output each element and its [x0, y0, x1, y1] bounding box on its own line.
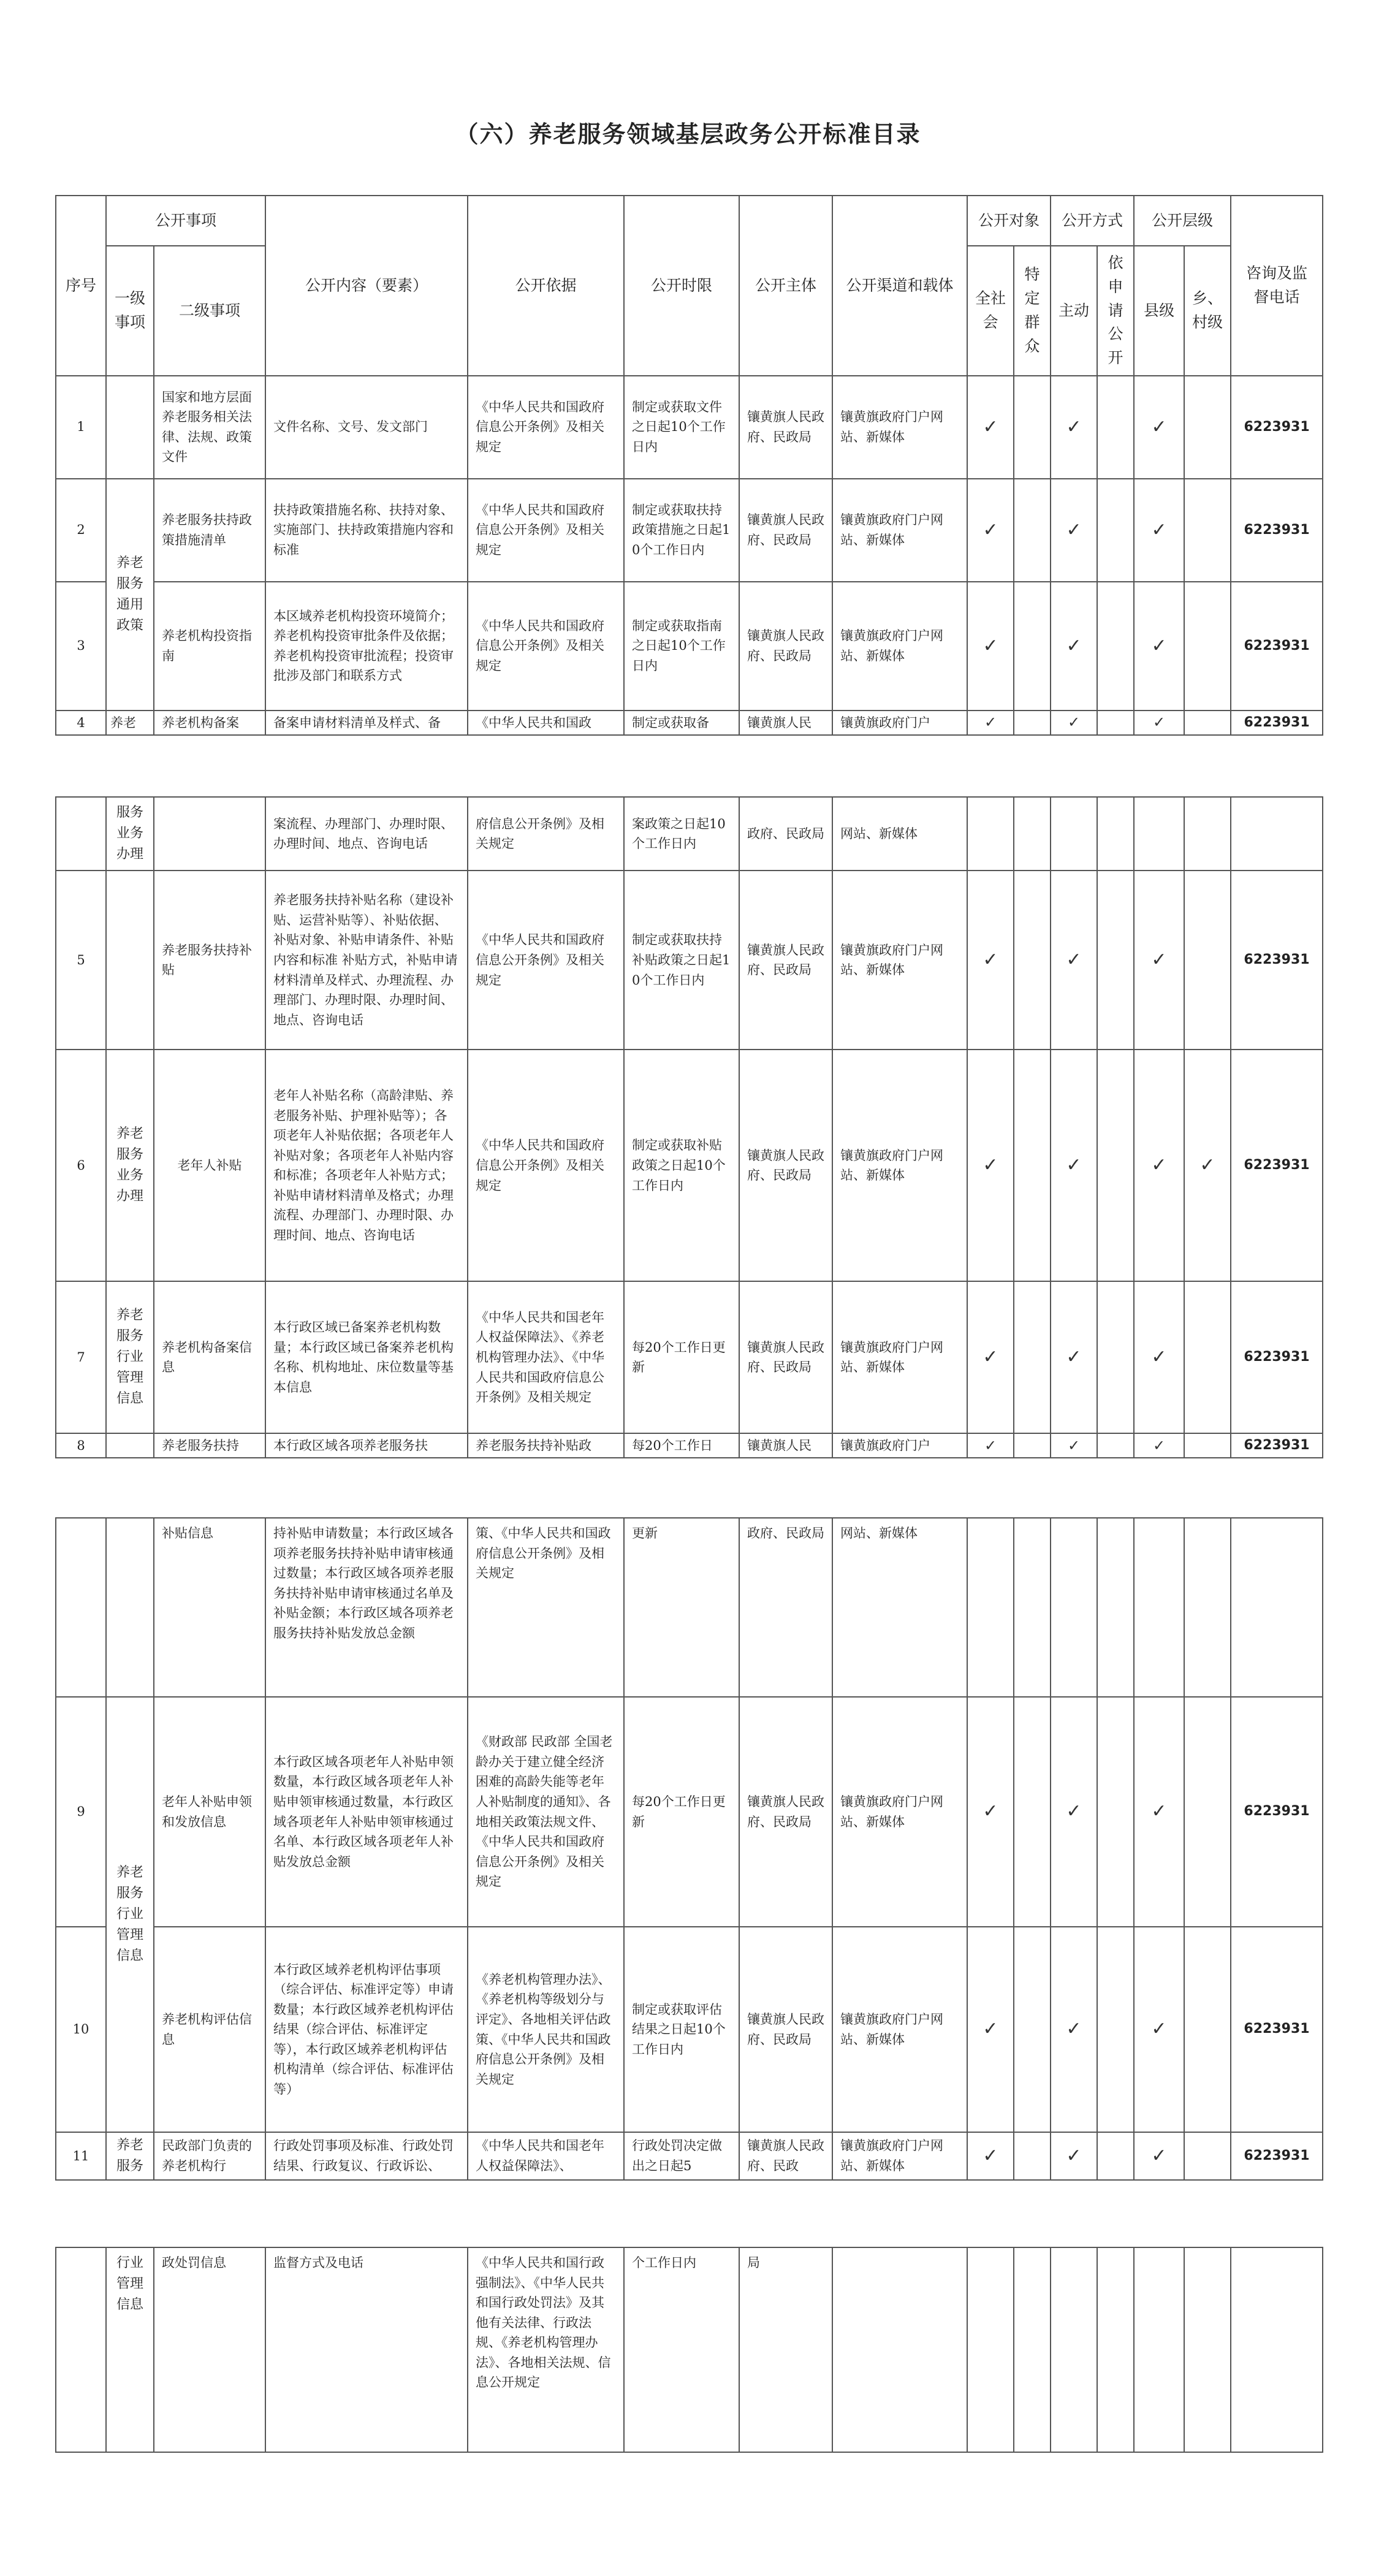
check-icon: ✓ [1134, 1697, 1184, 1927]
row-level2: 老年人补贴申领和发放信息 [154, 1697, 265, 1927]
row-phone: 6223931 [1231, 1281, 1323, 1433]
row-level2: 政处罚信息 [154, 2247, 265, 2452]
empty-cell [1051, 1518, 1097, 1697]
row-seq: 1 [56, 376, 106, 479]
row-channel: 网站、新媒体 [832, 1518, 967, 1697]
row-level1: 养老服务 [106, 2132, 154, 2180]
header-target: 公开对象 [967, 196, 1051, 246]
row-phone: 6223931 [1231, 1433, 1323, 1458]
empty-cell [1014, 1050, 1051, 1281]
table-row [56, 1518, 1323, 1697]
row-content: 案流程、办理部门、办理时限、办理时间、地点、咨询电话 [265, 797, 468, 871]
check-icon: ✓ [1051, 1433, 1097, 1458]
row-level1: 养老服务通用政策 [106, 479, 154, 711]
row-basis: 《财政部 民政部 全国老龄办关于建立健全经济困难的高龄失能等老年人补贴制度的通知》、各地相关政策法规文件、《中华人民共和国政府信息公开条例》及相关规定 [468, 1697, 624, 1927]
row-level1: 养老服务业务办理 [106, 1050, 154, 1281]
row-seq: 7 [56, 1281, 106, 1433]
check-icon: ✓ [1134, 1433, 1184, 1458]
check-icon: ✓ [1051, 871, 1097, 1050]
header-township: 乡、村级 [1184, 246, 1231, 376]
check-icon: ✓ [1184, 1050, 1231, 1281]
check-icon: ✓ [1051, 1281, 1097, 1433]
check-icon: ✓ [1051, 1697, 1097, 1927]
row-level1-empty [106, 376, 154, 479]
table-row [56, 1927, 1323, 2132]
row-subject: 局 [739, 2247, 832, 2452]
row-time: 案政策之日起10个工作日内 [624, 797, 739, 871]
row-basis: 《中华人民共和国政府信息公开条例》及相关规定 [468, 582, 624, 711]
row-channel: 镶黄旗政府门户网站、新媒体 [832, 1927, 967, 2132]
row-seq: 9 [56, 1697, 106, 1927]
empty-cell [1014, 2247, 1051, 2452]
row-channel: 镶黄旗政府门户 [832, 711, 967, 735]
row-level2: 老年人补贴 [154, 1050, 265, 1281]
catalog-table-part-1 [55, 195, 1323, 736]
table-row [56, 797, 1323, 871]
row-seq: 10 [56, 1927, 106, 2132]
empty-cell [1051, 797, 1097, 871]
row-content: 老年人补贴名称（高龄津贴、养老服务补贴、护理补贴等）；各项老年人补贴依据；各项老年人补贴对象；各项老年人补贴内容和标准；各项老年人补贴方式；补贴申请材料清单及格式；办理流程、办理部门、办理时限、办理时间、地点、咨询电话 [265, 1050, 468, 1281]
row-level2: 补贴信息 [154, 1518, 265, 1697]
header-mode: 公开方式 [1051, 196, 1134, 246]
empty-cell [1134, 2247, 1184, 2452]
check-icon: ✓ [967, 582, 1014, 711]
check-icon: ✓ [1134, 479, 1184, 582]
check-icon: ✓ [1051, 1050, 1097, 1281]
header-specific: 特定群众 [1014, 246, 1051, 376]
table-row [56, 2132, 1323, 2180]
empty-cell [967, 2247, 1014, 2452]
check-icon: ✓ [1051, 2132, 1097, 2180]
empty-cell [56, 797, 106, 871]
row-level1: 养老服务行业管理信息 [106, 1697, 154, 2132]
empty-cell [56, 1518, 106, 1697]
empty-cell [1097, 1433, 1134, 1458]
table-row [56, 1697, 1323, 1927]
row-content: 本行政区域养老机构评估事项（综合评估、标准评定等）申请数量；本行政区域养老机构评估结果（综合评估、标准评定等），本行政区域养老机构评估机构清单（综合评估、标准评估等） [265, 1927, 468, 2132]
check-icon: ✓ [967, 479, 1014, 582]
row-basis: 《中华人民共和国政 [468, 711, 624, 735]
row-content: 本行政区域各项老年人补贴申领数量，本行政区域各项老年人补贴申领审核通过数量，本行政区域各项老年人补贴申领审核通过名单、本行政区域各项老年人补贴发放总金额 [265, 1697, 468, 1927]
empty-cell [1014, 376, 1051, 479]
check-icon: ✓ [967, 711, 1014, 735]
check-icon: ✓ [1051, 479, 1097, 582]
empty-cell [1097, 871, 1134, 1050]
check-icon: ✓ [967, 871, 1014, 1050]
table-row [56, 479, 1323, 582]
empty-cell [56, 2247, 106, 2452]
row-time: 制定或获取备 [624, 711, 739, 735]
empty-cell [1097, 797, 1134, 871]
empty-cell [1097, 711, 1134, 735]
row-seq: 8 [56, 1433, 106, 1458]
row-phone: 6223931 [1231, 1697, 1323, 1927]
check-icon: ✓ [967, 1697, 1014, 1927]
row-channel: 镶黄旗政府门户 [832, 1433, 967, 1458]
check-icon: ✓ [1134, 1050, 1184, 1281]
row-level2: 养老机构备案信息 [154, 1281, 265, 1433]
row-content: 文件名称、文号、发文部门 [265, 376, 468, 479]
row-basis: 《中华人民共和国政府信息公开条例》及相关规定 [468, 1050, 624, 1281]
empty-cell [1097, 1927, 1134, 2132]
empty-cell [1097, 376, 1134, 479]
check-icon: ✓ [1134, 1927, 1184, 2132]
row-time: 个工作日内 [624, 2247, 739, 2452]
empty-cell [1014, 479, 1051, 582]
table-row [56, 871, 1323, 1050]
empty-cell [1097, 1518, 1134, 1697]
header-channel: 公开渠道和载体 [832, 196, 967, 376]
row-seq: 2 [56, 479, 106, 582]
row-time: 制定或获取扶持补贴政策之日起10个工作日内 [624, 871, 739, 1050]
row-content: 本区域养老机构投资环境简介；养老机构投资审批条件及依据；养老机构投资审批流程；投资审批涉及部门和联系方式 [265, 582, 468, 711]
empty-cell [1097, 1281, 1134, 1433]
empty-cell [1051, 2247, 1097, 2452]
row-subject: 镶黄旗人民 [739, 711, 832, 735]
row-phone: 6223931 [1231, 2132, 1323, 2180]
header-county: 县级 [1134, 246, 1184, 376]
check-icon: ✓ [1051, 376, 1097, 479]
row-seq: 3 [56, 582, 106, 711]
row-content: 本行政区域已备案养老机构数量；本行政区域已备案养老机构名称、机构地址、床位数量等基本信息 [265, 1281, 468, 1433]
row-content: 行政处罚事项及标准、行政处罚结果、行政复议、行政诉讼、 [265, 2132, 468, 2180]
empty-cell [154, 797, 265, 871]
empty-cell [1014, 1518, 1051, 1697]
empty-cell [1014, 2132, 1051, 2180]
row-level2: 养老机构备案 [154, 711, 265, 735]
table-row [56, 376, 1323, 479]
row-channel: 镶黄旗政府门户网站、新媒体 [832, 582, 967, 711]
empty-cell [106, 1518, 154, 1697]
row-content: 持补贴申请数量；本行政区域各项养老服务扶持补贴申请审核通过数量；本行政区域各项养老服务扶持补贴申请审核通过名单及补贴金额；本行政区域各项养老服务扶持补贴发放总金额 [265, 1518, 468, 1697]
catalog-table-part-3 [55, 1517, 1323, 2181]
empty-cell [1014, 871, 1051, 1050]
check-icon: ✓ [1051, 711, 1097, 735]
row-subject: 镶黄旗人民 [739, 1433, 832, 1458]
table-row [56, 1281, 1323, 1433]
table-row [56, 711, 1323, 735]
empty-cell [1097, 1697, 1134, 1927]
empty-cell [1014, 1281, 1051, 1433]
header-level: 公开层级 [1134, 196, 1231, 246]
row-phone: 6223931 [1231, 582, 1323, 711]
row-level1: 养老 [106, 711, 154, 735]
empty-cell [1184, 376, 1231, 479]
empty-cell [1184, 1697, 1231, 1927]
empty-cell [1014, 711, 1051, 735]
empty-cell [1014, 582, 1051, 711]
check-icon: ✓ [967, 2132, 1014, 2180]
table-row [56, 2247, 1323, 2452]
row-channel: 镶黄旗政府门户网站、新媒体 [832, 479, 967, 582]
row-time: 行政处罚决定做出之日起5 [624, 2132, 739, 2180]
row-time: 更新 [624, 1518, 739, 1697]
row-level2: 养老服务扶持补贴 [154, 871, 265, 1050]
empty-cell [1014, 1697, 1051, 1927]
empty-cell [1184, 1518, 1231, 1697]
empty-cell [967, 1518, 1014, 1697]
row-subject: 政府、民政局 [739, 1518, 832, 1697]
header-seq: 序号 [56, 196, 106, 376]
empty-cell [1231, 2247, 1323, 2452]
row-content: 养老服务扶持补贴名称（建设补贴、运营补贴等）、补贴依据、补贴对象、补贴申请条件、补贴内容和标准 补贴方式，补贴申请材料清单及样式、办理流程、办理部门、办理时限、办理时间、地点、咨询电话 [265, 871, 468, 1050]
row-level2: 养老服务扶持政策措施清单 [154, 479, 265, 582]
row-basis: 《中华人民共和国政府信息公开条例》及相关规定 [468, 479, 624, 582]
header-time-limit: 公开时限 [624, 196, 739, 376]
table-row [56, 1433, 1323, 1458]
empty-cell [1184, 1433, 1231, 1458]
row-phone: 6223931 [1231, 1050, 1323, 1281]
check-icon: ✓ [1051, 1927, 1097, 2132]
row-level2: 养老机构评估信息 [154, 1927, 265, 2132]
row-level1: 服务业务办理 [106, 797, 154, 871]
row-seq: 6 [56, 1050, 106, 1281]
row-level2: 民政部门负责的养老机构行 [154, 2132, 265, 2180]
empty-cell [1097, 2247, 1134, 2452]
empty-cell [1184, 1281, 1231, 1433]
empty-cell [1184, 1927, 1231, 2132]
row-phone: 6223931 [1231, 479, 1323, 582]
header-all-society: 全社会 [967, 246, 1014, 376]
empty-cell [1097, 1050, 1134, 1281]
row-basis: 《中华人民共和国老年人权益保障法》、《养老机构管理办法》、《中华人民共和国政府信息公开条例》及相关规定 [468, 1281, 624, 1433]
empty-cell [1184, 797, 1231, 871]
row-channel: 镶黄旗政府门户网站、新媒体 [832, 2132, 967, 2180]
empty-cell [1184, 2247, 1231, 2452]
row-phone: 6223931 [1231, 871, 1323, 1050]
check-icon: ✓ [967, 1927, 1014, 2132]
check-icon: ✓ [1134, 871, 1184, 1050]
row-channel: 镶黄旗政府门户网站、新媒体 [832, 1697, 967, 1927]
catalog-table-part-2 [55, 796, 1323, 1458]
row-subject: 镶黄旗人民政府、民政局 [739, 582, 832, 711]
check-icon: ✓ [967, 1050, 1014, 1281]
empty-cell [1134, 797, 1184, 871]
row-time: 制定或获取指南之日起10个工作日内 [624, 582, 739, 711]
empty-cell [1014, 797, 1051, 871]
empty-cell [1097, 2132, 1134, 2180]
page-title: （六）养老服务领域基层政务公开标准目录 [455, 120, 921, 148]
empty-cell [1097, 479, 1134, 582]
empty-cell [1184, 2132, 1231, 2180]
header-level1: 一级事项 [106, 246, 154, 376]
empty-cell [1097, 582, 1134, 711]
row-phone: 6223931 [1231, 1927, 1323, 2132]
check-icon: ✓ [967, 376, 1014, 479]
empty-cell [1014, 1927, 1051, 2132]
row-channel: 镶黄旗政府门户网站、新媒体 [832, 1050, 967, 1281]
header-level2: 二级事项 [154, 246, 265, 376]
check-icon: ✓ [1134, 582, 1184, 711]
row-seq: 11 [56, 2132, 106, 2180]
row-subject: 镶黄旗人民政府、民政局 [739, 1927, 832, 2132]
row-content: 备案申请材料清单及样式、备 [265, 711, 468, 735]
header-basis: 公开依据 [468, 196, 624, 376]
row-subject: 镶黄旗人民政府、民政 [739, 2132, 832, 2180]
empty-cell [1184, 871, 1231, 1050]
row-time: 每20个工作日 [624, 1433, 739, 1458]
header-content: 公开内容（要素） [265, 196, 468, 376]
row-basis: 《中华人民共和国老年人权益保障法》、 [468, 2132, 624, 2180]
row-basis: 《养老机构管理办法》、《养老机构等级划分与评定》、各地相关评估政策、《中华人民共和国政府信息公开条例》及相关规定 [468, 1927, 624, 2132]
row-level2: 养老机构投资指南 [154, 582, 265, 711]
row-time: 制定或获取文件之日起10个工作日内 [624, 376, 739, 479]
row-channel: 网站、新媒体 [832, 797, 967, 871]
row-subject: 镶黄旗人民政府、民政局 [739, 376, 832, 479]
row-basis: 策、《中华人民共和国政府信息公开条例》及相关规定 [468, 1518, 624, 1697]
row-level2: 养老服务扶持 [154, 1433, 265, 1458]
empty-cell [106, 1433, 154, 1458]
check-icon: ✓ [967, 1433, 1014, 1458]
catalog-table-part-4 [55, 2247, 1323, 2453]
header-on-request: 依申请公开 [1097, 246, 1134, 376]
row-subject: 镶黄旗人民政府、民政局 [739, 479, 832, 582]
check-icon: ✓ [1051, 582, 1097, 711]
row-time: 制定或获取扶持政策措施之日起10个工作日内 [624, 479, 739, 582]
empty-cell [1184, 582, 1231, 711]
row-time: 制定或获取补贴政策之日起10个工作日内 [624, 1050, 739, 1281]
empty-cell [1184, 479, 1231, 582]
empty-cell [1184, 711, 1231, 735]
row-basis: 《中华人民共和国政府信息公开条例》及相关规定 [468, 376, 624, 479]
row-content: 扶持政策措施名称、扶持对象、实施部门、扶持政策措施内容和标准 [265, 479, 468, 582]
row-phone: 6223931 [1231, 711, 1323, 735]
row-basis: 《中华人民共和国行政强制法》、《中华人民共和国行政处罚法》及其他有关法律、行政法规、《养老机构管理办法》、各地相关法规、信息公开规定 [468, 2247, 624, 2452]
header-active: 主动 [1051, 246, 1097, 376]
row-seq: 5 [56, 871, 106, 1050]
empty-cell [1231, 1518, 1323, 1697]
empty-cell [832, 2247, 967, 2452]
row-channel: 镶黄旗政府门户网站、新媒体 [832, 1281, 967, 1433]
header-subject: 公开主体 [739, 196, 832, 376]
row-basis: 《中华人民共和国政府信息公开条例》及相关规定 [468, 871, 624, 1050]
row-time: 每20个工作日更新 [624, 1281, 739, 1433]
check-icon: ✓ [967, 1281, 1014, 1433]
table-row [56, 1050, 1323, 1281]
header-contact: 咨询及监督电话 [1231, 196, 1323, 376]
row-subject: 镶黄旗人民政府、民政局 [739, 871, 832, 1050]
row-content: 监督方式及电话 [265, 2247, 468, 2452]
empty-cell [1231, 797, 1323, 871]
table-row [56, 582, 1323, 711]
row-subject: 镶黄旗人民政府、民政局 [739, 1050, 832, 1281]
check-icon: ✓ [1134, 1281, 1184, 1433]
row-time: 制定或获取评估结果之日起10个工作日内 [624, 1927, 739, 2132]
empty-cell [967, 797, 1014, 871]
row-level1: 行业管理信息 [106, 2247, 154, 2452]
row-subject: 镶黄旗人民政府、民政局 [739, 1281, 832, 1433]
header-public-items: 公开事项 [106, 196, 265, 246]
row-time: 每20个工作日更新 [624, 1697, 739, 1927]
check-icon: ✓ [1134, 2132, 1184, 2180]
row-level2: 国家和地方层面养老服务相关法律、法规、政策文件 [154, 376, 265, 479]
row-channel: 镶黄旗政府门户网站、新媒体 [832, 376, 967, 479]
row-subject: 政府、民政局 [739, 797, 832, 871]
row-subject: 镶黄旗人民政府、民政局 [739, 1697, 832, 1927]
row-seq: 4 [56, 711, 106, 735]
row-basis: 养老服务扶持补贴政 [468, 1433, 624, 1458]
empty-cell [106, 871, 154, 1050]
row-phone: 6223931 [1231, 376, 1323, 479]
row-basis: 府信息公开条例》及相关规定 [468, 797, 624, 871]
empty-cell [1014, 1433, 1051, 1458]
check-icon: ✓ [1134, 376, 1184, 479]
check-icon: ✓ [1134, 711, 1184, 735]
row-channel: 镶黄旗政府门户网站、新媒体 [832, 871, 967, 1050]
empty-cell [1134, 1518, 1184, 1697]
row-content: 本行政区域各项养老服务扶 [265, 1433, 468, 1458]
row-level1: 养老服务行业管理信息 [106, 1281, 154, 1433]
